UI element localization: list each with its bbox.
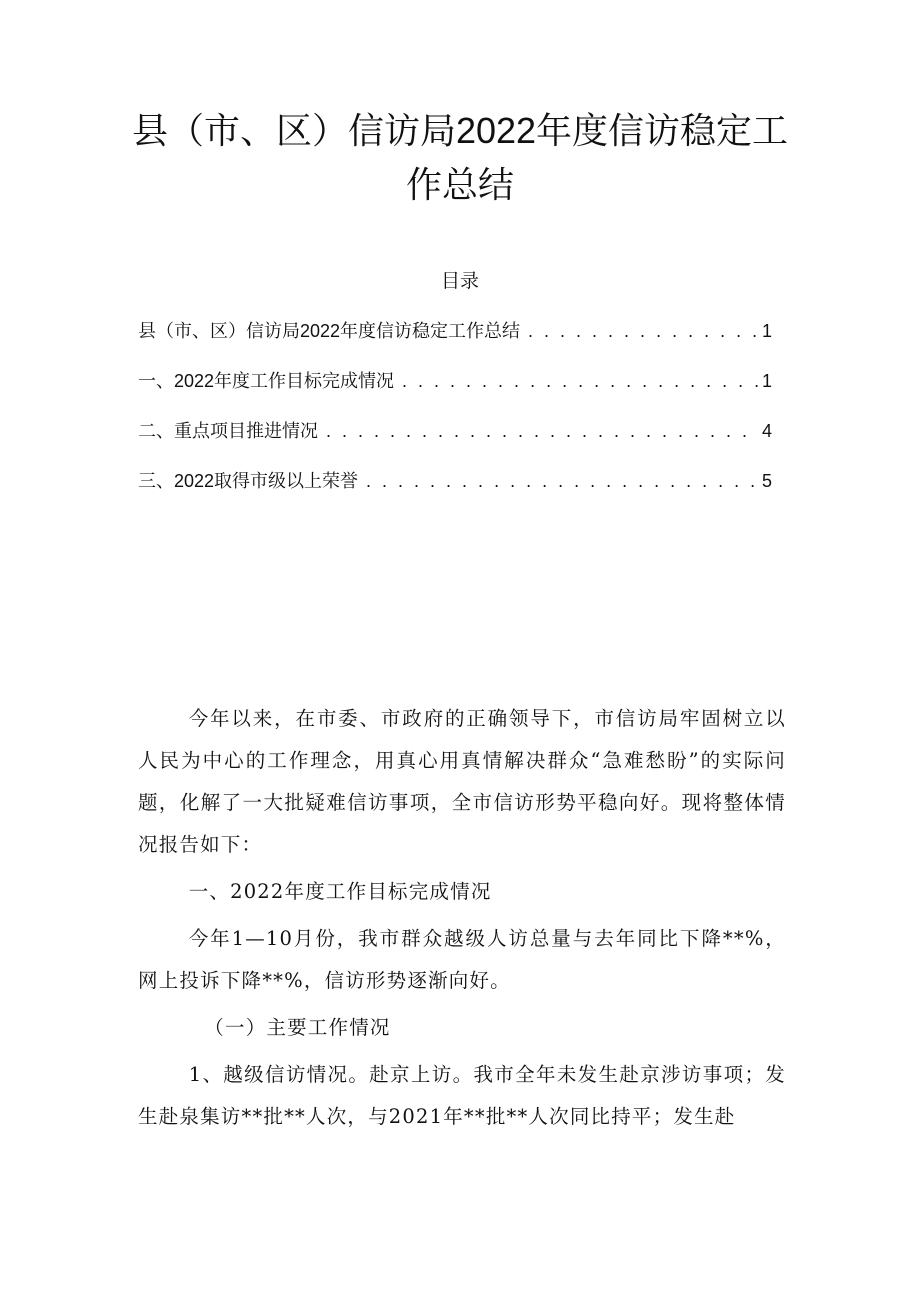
toc-entry-text: 三、2022取得市级以上荣誉 — [138, 471, 359, 491]
toc-leader-dots — [366, 464, 758, 498]
section-heading: 一、2022年度工作目标完成情况 — [188, 880, 492, 903]
toc-entry-page: 1 — [761, 321, 772, 341]
toc-entry[interactable] — [138, 364, 772, 414]
toc-leader-dots — [402, 364, 758, 398]
toc-entry-page: 1 — [761, 371, 772, 391]
toc-leader-dots — [528, 314, 758, 348]
toc-entry-page: 4 — [761, 421, 772, 441]
toc-entry-page: 5 — [761, 471, 772, 491]
intro-paragraph: 今年以来，在市委、市政府的正确领导下，市信访局牢固树立以人民为中心的工作理念，用真心用真情解决群众“急难愁盼”的实际问题，化解了一大批疑难信访事项，全市信访形势平稳向好。现将整体情况报告如下： — [138, 707, 786, 856]
toc-entry-text: 二、重点项目推进情况 — [138, 421, 318, 441]
toc-entry[interactable] — [138, 464, 772, 514]
document-title: 县（市、区）信访局2022年度信访稳定工作总结 — [131, 110, 789, 205]
toc-entry-text: 一、2022年度工作目标完成情况 — [138, 371, 395, 391]
toc-entry-text: 县（市、区）信访局2022年度信访稳定工作总结 — [138, 321, 521, 341]
body-paragraph: 今年1—10月份，我市群众越级人访总量与去年同比下降**%，网上投诉下降**%，信访形势逐渐向好。 — [138, 927, 786, 992]
toc-entry[interactable] — [138, 314, 772, 364]
table-of-contents — [138, 314, 772, 514]
toc-entry[interactable] — [138, 414, 772, 464]
toc-heading: 目录 — [440, 271, 479, 292]
toc-leader-dots — [326, 414, 758, 448]
body-paragraph: 1、越级信访情况。赴京上访。我市全年未发生赴京涉访事项；发生赴泉集访**批**人次，与2021年**批**人次同比持平；发生赴 — [138, 1063, 786, 1128]
document-body — [138, 698, 786, 1143]
subsection-heading: （一）主要工作情况 — [204, 1016, 391, 1039]
